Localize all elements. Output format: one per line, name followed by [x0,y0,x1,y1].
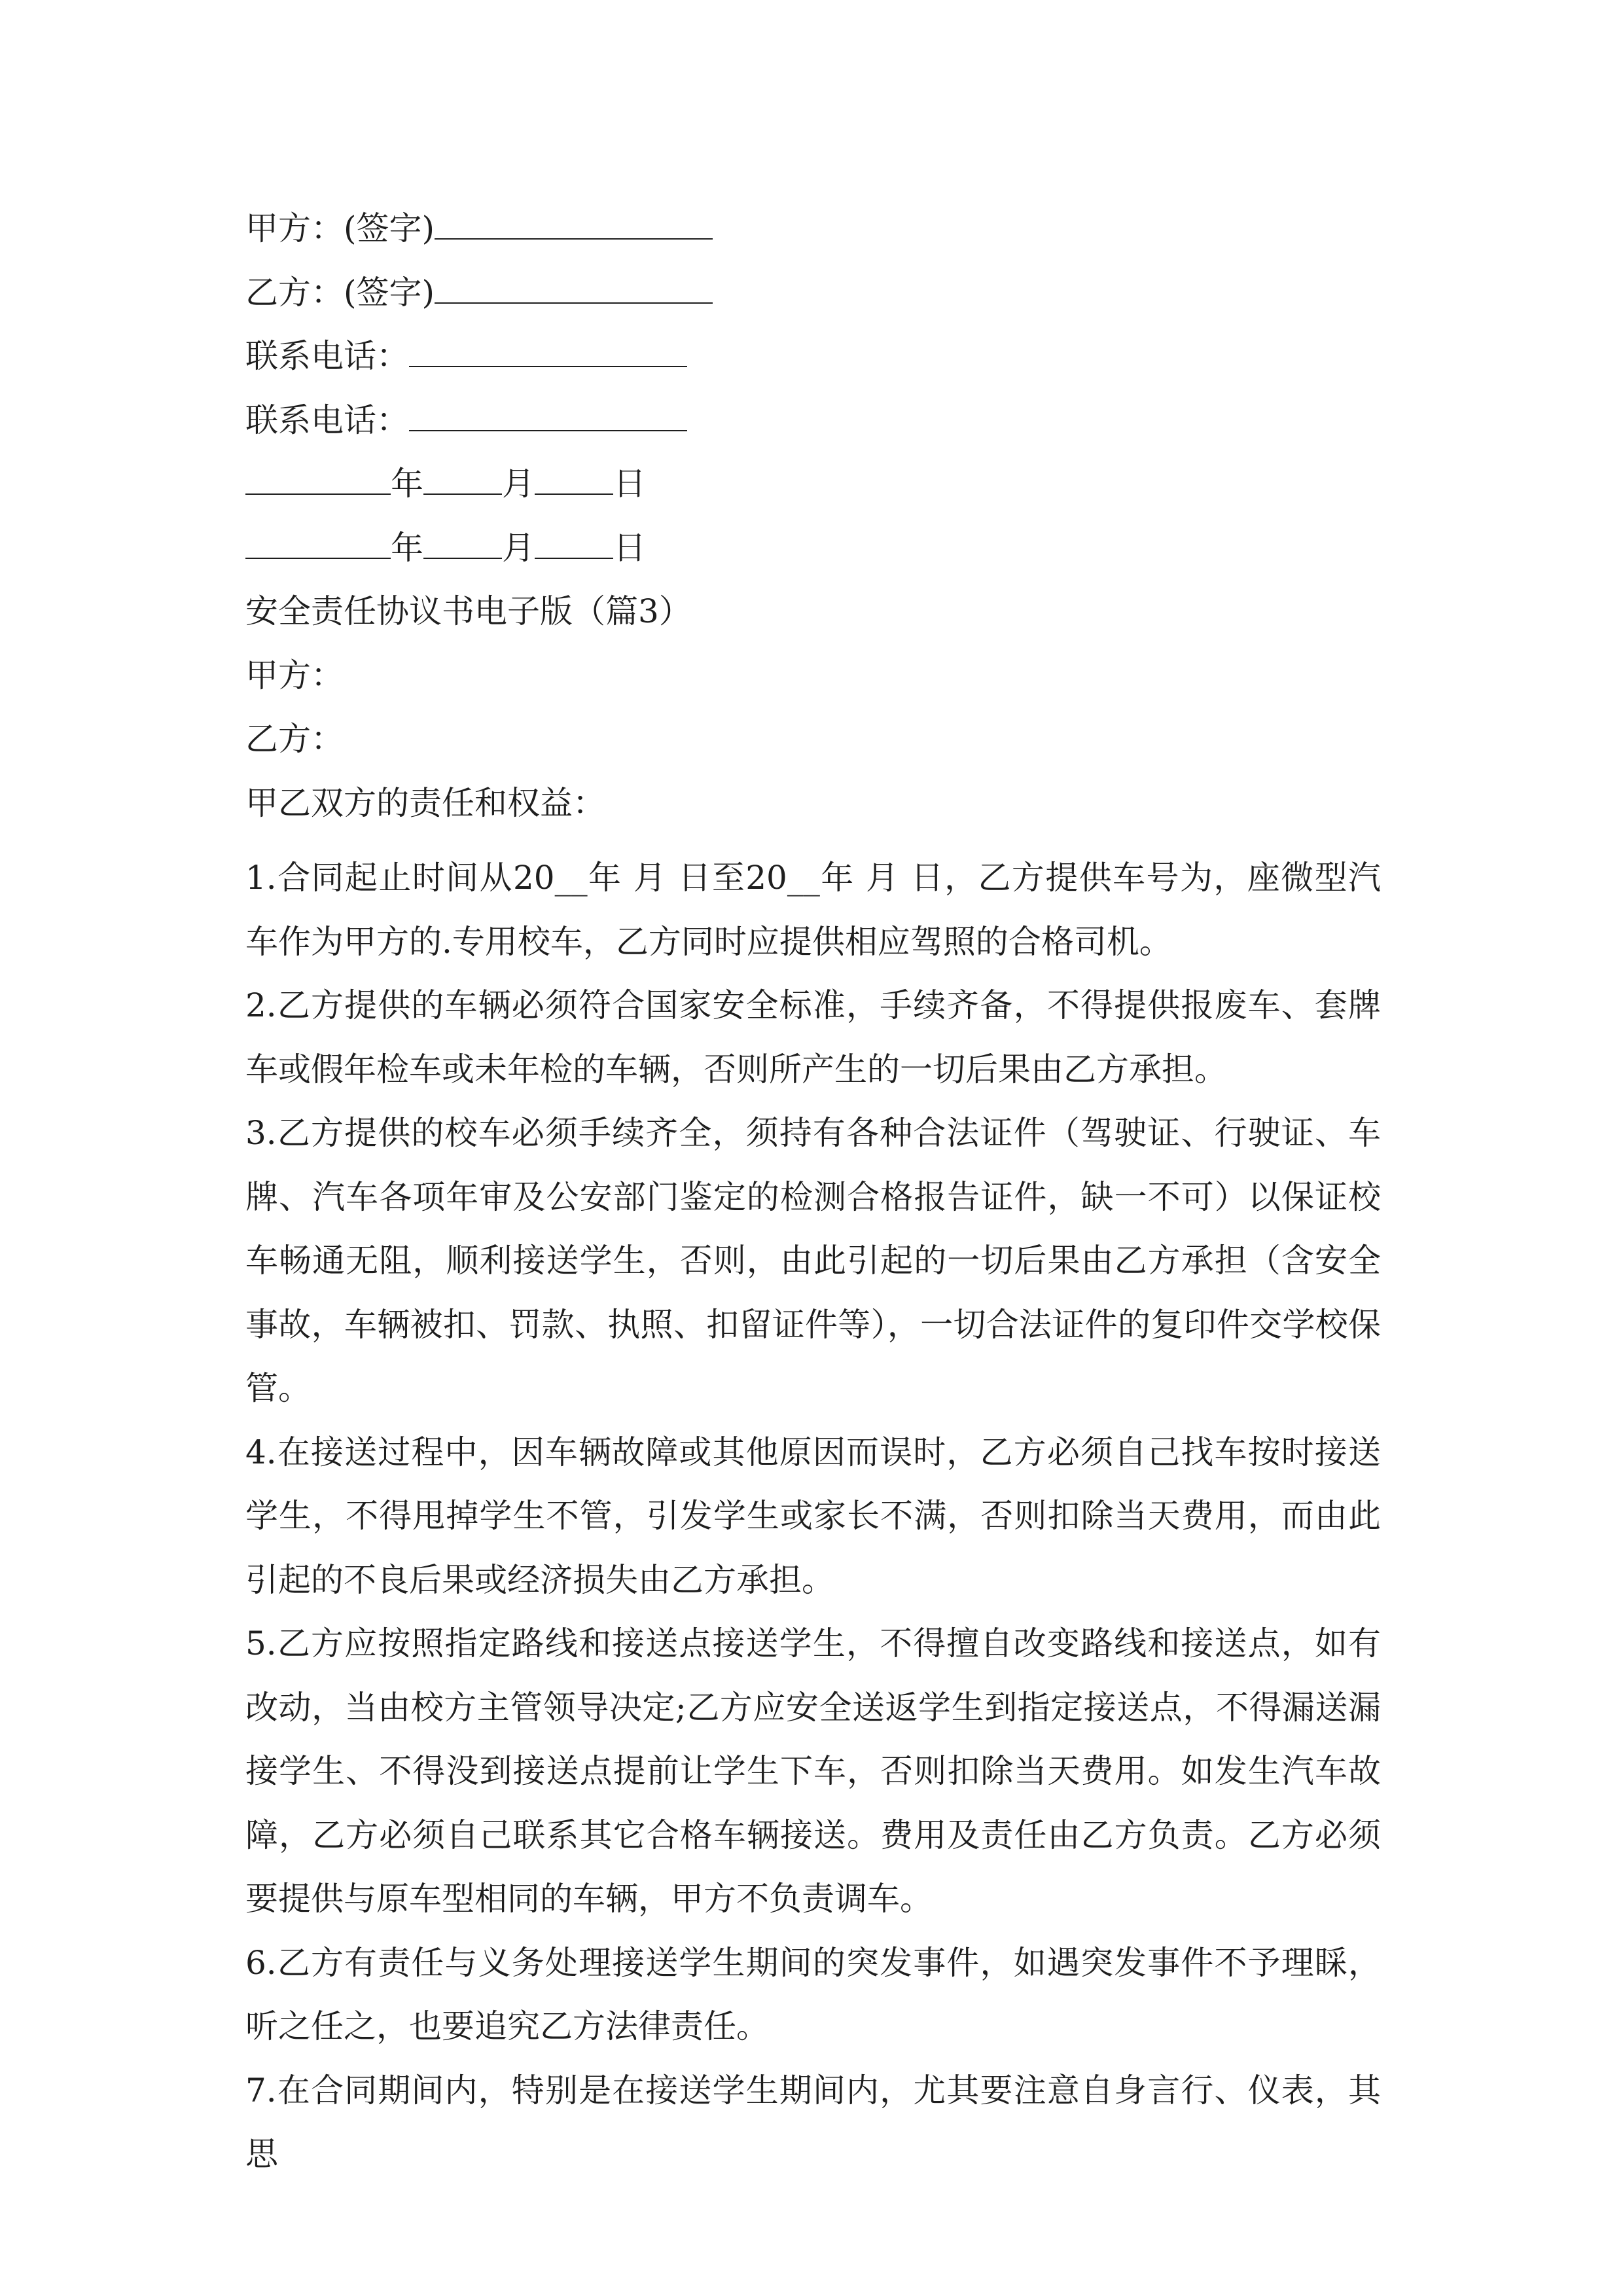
phone-label-1: 联系电话： [245,337,409,375]
intro-text: 甲乙双方的责任和权益： [245,783,605,822]
clause-6: 6.乙方有责任与义务处理接送学生期间的突发事件，如遇突发事件不予理睬，听之任之，也要追究乙方法律责任。 [245,1943,1381,2045]
month-label: 月 [502,465,535,503]
year-blank [245,463,391,495]
party-a-signature-line [245,208,1381,272]
phone-line-2 [245,400,1381,464]
day-label: 日 [613,465,646,503]
clause-2: 2.乙方提供的车辆必须符合国家安全标准，手续齐备，不得提供报废车、套牌车或假年检车或未年检的车辆，否则所产生的一切后果由乙方承担。 [245,986,1381,1088]
party-b-sign-label: 乙方：(签字) [245,273,435,312]
clause-3: 3.乙方提供的校车必须手续齐全，须持有各种合法证件（驾驶证、行驶证、车牌、汽车各项年审及公安部门鉴定的检测合格报告证件，缺一不可）以保证校车畅通无阻，顺利接送学生，否则，由此引起的一切后果由乙方承担（含安全事故，车辆被扣、罚款、执照、扣留证件等），一切合法证件的复印件交学校保管。 [245,1114,1381,1407]
phone-label-2: 联系电话： [245,401,409,439]
clause-1: 1.合同起止时间从20__年 月 日至20__年 月 日，乙方提供车号为，座微型汽车作为甲方的.专用校车，乙方同时应提供相应驾照的合格司机。 [245,859,1381,961]
clause-5: 5.乙方应按照指定路线和接送点接送学生，不得擅自改变路线和接送点，如有改动，当由校方主管领导决定;乙方应安全送返学生到指定接送点，不得漏送漏接学生、不得没到接送点提前让学生下车，否则扣除当天费用。如发生汽车故障，乙方必须自己联系其它合格车辆接送。费用及责任由乙方负责。乙方必须要提供与原车型相同的车辆，甲方不负责调车。 [245,1624,1381,1918]
month-blank [423,463,502,495]
year-label: 年 [391,528,423,567]
month-label: 月 [502,528,535,567]
day-blank [535,463,613,495]
signature-blank [435,208,713,240]
document-body [245,208,1381,2187]
party-a-sign-label: 甲方：(签字) [245,209,435,247]
day-label: 日 [613,528,646,567]
signature-blank [435,272,713,304]
phone-blank [409,400,687,431]
party-a-label: 甲方： [245,656,344,694]
date-line-2 [245,528,1381,592]
year-label: 年 [391,465,423,503]
phone-blank [409,336,687,367]
day-blank [535,528,613,559]
party-b-label: 乙方： [245,720,344,758]
year-blank [245,528,391,559]
party-b-signature-line [245,272,1381,336]
date-line-1 [245,463,1381,528]
document-title: 安全责任协议书电子版（篇3） [245,592,692,630]
phone-line-1 [245,336,1381,400]
clause-7: 7.在合同期间内，特别是在接送学生期间内，尤其要注意自身言行、仪表，其思 [245,2071,1381,2173]
month-blank [423,528,502,559]
clause-4: 4.在接送过程中，因车辆故障或其他原因而误时，乙方必须自己找车按时接送学生，不得甩掉学生不管，引发学生或家长不满，否则扣除当天费用，而由此引起的不良后果或经济损失由乙方承担。 [245,1433,1381,1599]
